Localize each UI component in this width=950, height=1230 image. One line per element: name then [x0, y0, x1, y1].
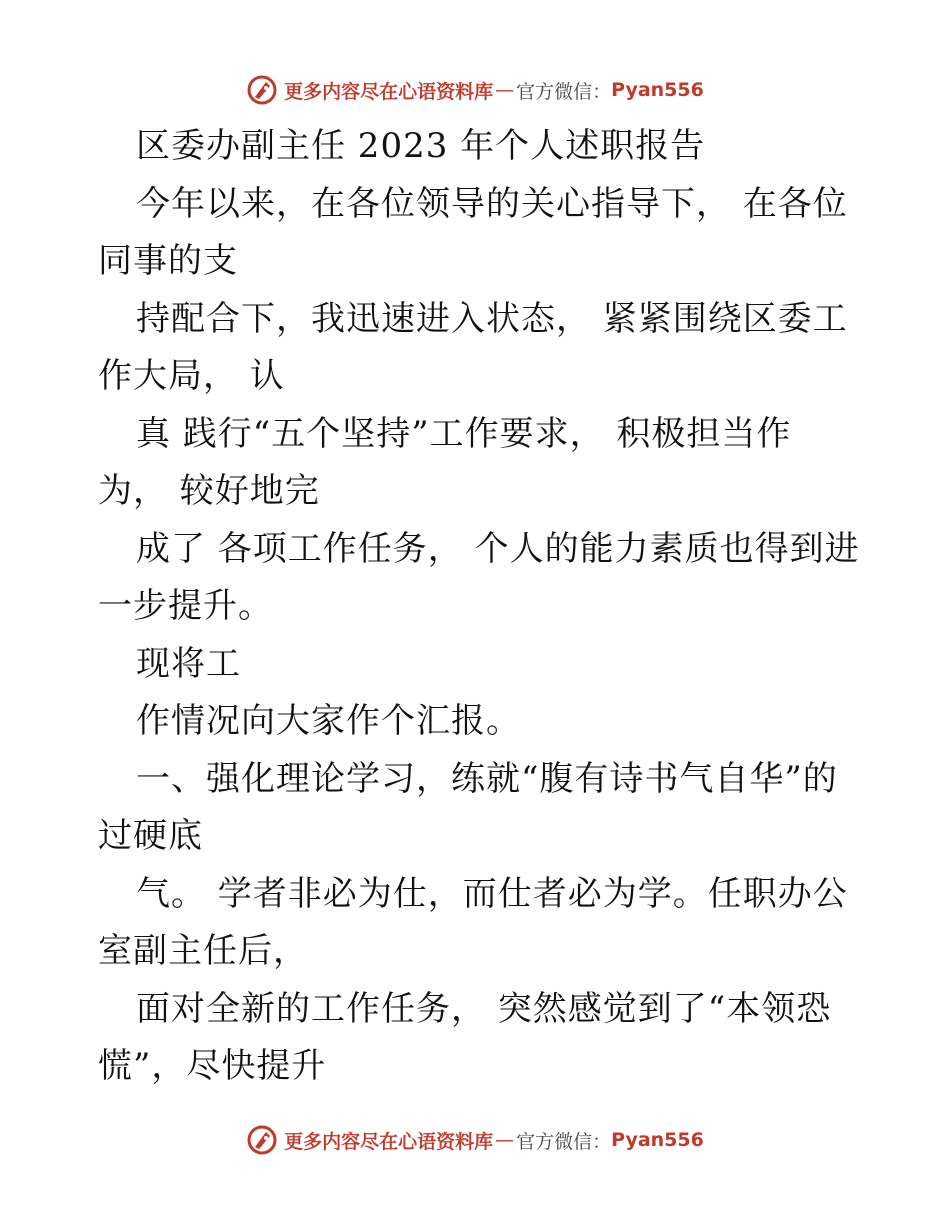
text-line: 真 践行“五个坚持”工作要求， 积极担当作 — [136, 413, 792, 454]
text-line: 一步提升。 — [98, 586, 273, 626]
text-line: 持配合下，我迅速进入状态， 紧紧围绕区委工 — [136, 298, 848, 339]
text-line: 过硬底 — [98, 816, 203, 856]
banner-site-name: 更多内容尽在心语资料库 — [284, 80, 494, 103]
text-line: 作大局， 认 — [98, 356, 285, 396]
text-line: 气。 学者非必为仕，而仕者必为学。任职办公 — [136, 873, 848, 914]
banner-wechat-label: 官方微信： — [516, 80, 612, 103]
pen-nib-logo-icon — [246, 1124, 278, 1156]
text-line: 作情况向大家作个汇报。 — [136, 701, 521, 741]
banner-site-name: 更多内容尽在心语资料库 — [284, 1130, 494, 1153]
text-line: 慌”，尽快提升 — [98, 1046, 327, 1086]
text-line: 区委办副主任 2023 年个人述职报告 — [136, 126, 706, 166]
text-line: 为， 较好地完 — [98, 471, 320, 511]
text-line: 面对全新的工作任务， 突然感觉到了“本领恐 — [136, 988, 832, 1029]
text-line: 同事的支 — [98, 241, 238, 281]
document-body — [98, 118, 858, 1096]
text-line: 成了 各项工作任务， 个人的能力素质也得到进 — [136, 528, 860, 569]
banner-dash: — — [495, 79, 515, 101]
text-line: 今年以来，在各位领导的关心指导下， 在各位 — [136, 183, 848, 224]
banner-wechat-id: Pyan556 — [611, 79, 704, 101]
banner-wechat-label: 官方微信： — [516, 1130, 612, 1153]
banner-dash: — — [495, 1129, 515, 1151]
text-line: 一、强化理论学习，练就“腹有诗书气自华”的 — [136, 758, 838, 799]
pen-nib-logo-icon — [246, 74, 278, 106]
text-line: 现将工 — [136, 643, 241, 684]
header-watermark-banner — [0, 70, 950, 110]
footer-watermark-banner — [0, 1120, 950, 1160]
banner-wechat-id: Pyan556 — [611, 1129, 704, 1151]
text-line: 室副主任后， — [98, 931, 308, 971]
